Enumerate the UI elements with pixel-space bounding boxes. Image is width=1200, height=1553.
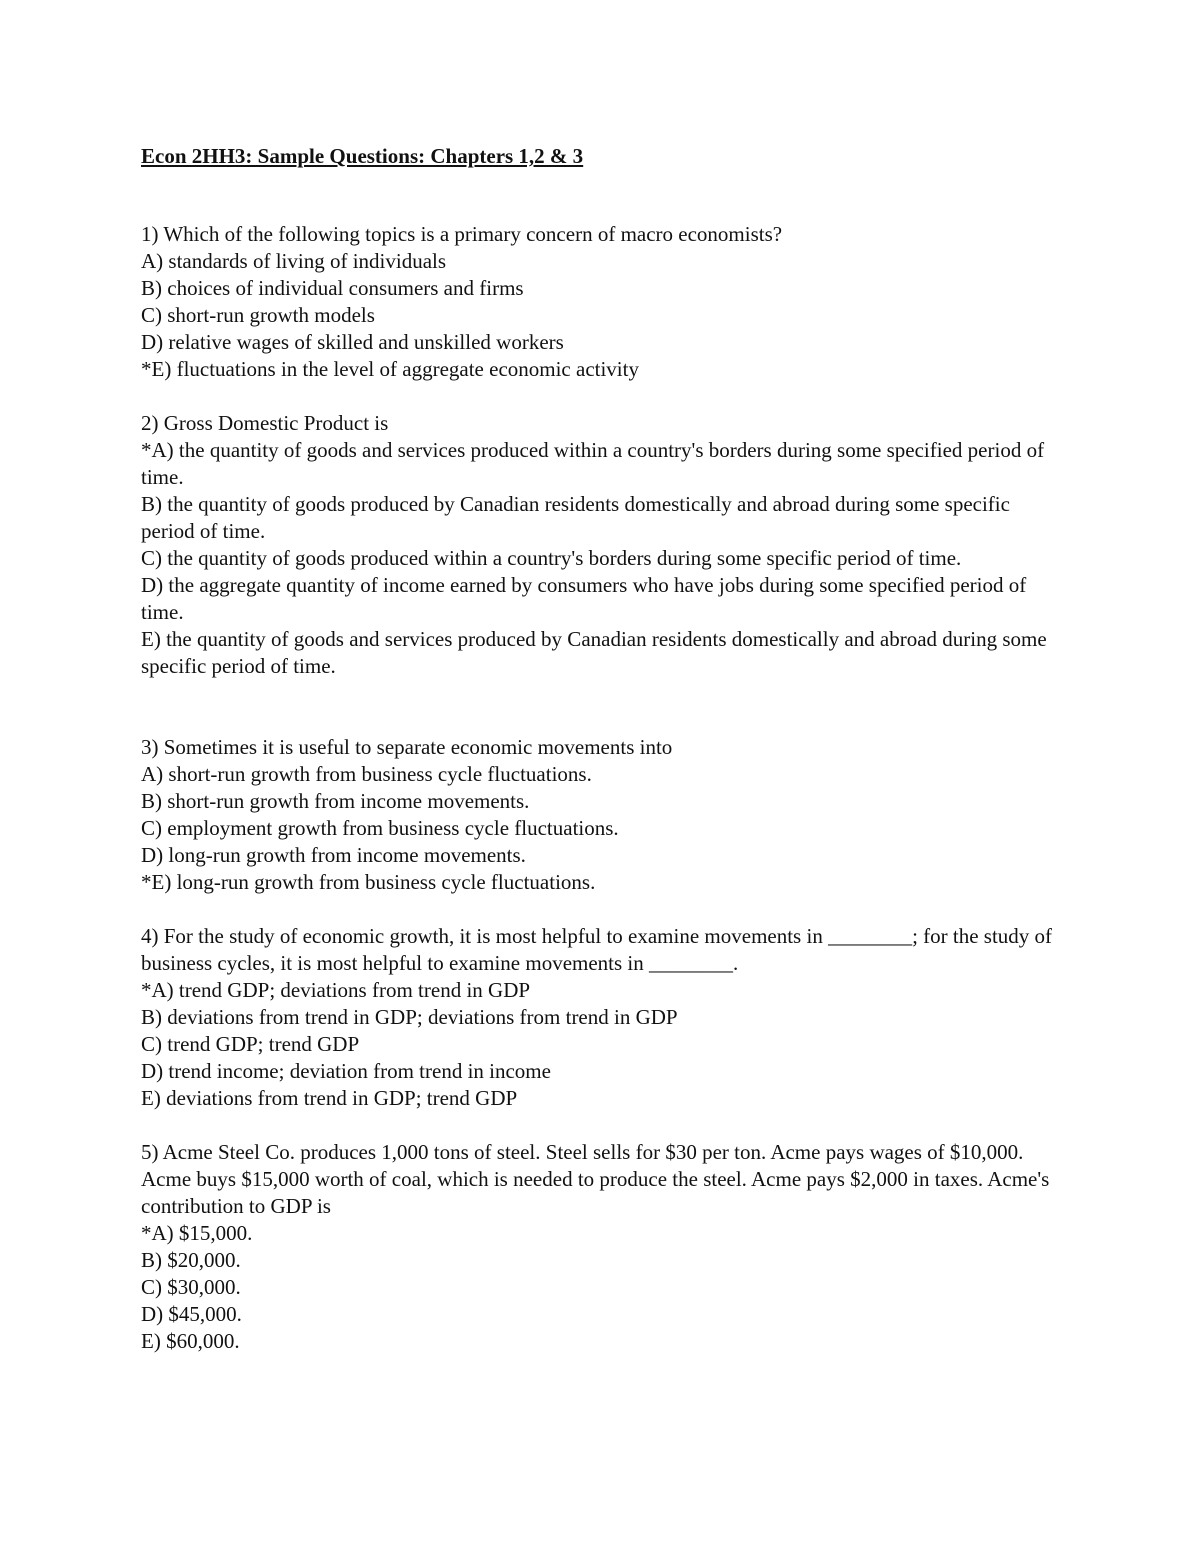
- document-content: [141, 143, 1061, 1355]
- answer-option: E) the quantity of goods and services produced by Canadian residents domestically and abroad during some specific period of time.: [141, 627, 1047, 678]
- answer-option: B) deviations from trend in GDP; deviations from trend in GDP: [141, 1005, 678, 1029]
- question-stem: 5) Acme Steel Co. produces 1,000 tons of steel. Steel sells for $30 per ton. Acme pays wages of $10,000. Acme buys $15,000 worth of coal, which is needed to produce the steel. Acme pays $2,000 in taxes. Acme's contribution to GDP is: [141, 1140, 1050, 1218]
- answer-option: D) trend income; deviation from trend in income: [141, 1059, 551, 1083]
- answer-option-correct: *E) fluctuations in the level of aggregate economic activity: [141, 357, 639, 381]
- answer-option: C) trend GDP; trend GDP: [141, 1032, 360, 1056]
- spacer: [141, 383, 1061, 410]
- question-5: [141, 1139, 1061, 1355]
- answer-option: E) deviations from trend in GDP; trend GDP: [141, 1086, 518, 1110]
- answer-option: C) employment growth from business cycle fluctuations.: [141, 816, 619, 840]
- answer-option-correct: *A) $15,000.: [141, 1221, 253, 1245]
- question-1: [141, 221, 1061, 383]
- answer-option-correct: *A) the quantity of goods and services produced within a country's borders during some specified period of time.: [141, 438, 1045, 489]
- document-title: Econ 2HH3: Sample Questions: Chapters 1,2 & 3: [141, 144, 584, 168]
- question-stem: 4) For the study of economic growth, it is most helpful to examine movements in ________; for the study of business cycles, it is most helpful to examine movements in ________.: [141, 924, 1053, 975]
- question-2: [141, 410, 1061, 680]
- answer-option: C) short-run growth models: [141, 303, 375, 327]
- answer-option: C) $30,000.: [141, 1275, 241, 1299]
- answer-option: D) the aggregate quantity of income earned by consumers who have jobs during some specified period of time.: [141, 573, 1027, 624]
- spacer: [141, 1112, 1061, 1139]
- answer-option: A) standards of living of individuals: [141, 249, 447, 273]
- answer-option: B) short-run growth from income movements.: [141, 789, 530, 813]
- answer-option: D) long-run growth from income movements.: [141, 843, 526, 867]
- question-4: [141, 923, 1061, 1112]
- spacer: [141, 680, 1061, 734]
- question-stem: 3) Sometimes it is useful to separate economic movements into: [141, 735, 673, 759]
- question-stem: 2) Gross Domestic Product is: [141, 411, 389, 435]
- question-stem: 1) Which of the following topics is a primary concern of macro economists?: [141, 222, 783, 246]
- answer-option: E) $60,000.: [141, 1329, 240, 1353]
- answer-option: B) choices of individual consumers and firms: [141, 276, 524, 300]
- spacer: [141, 896, 1061, 923]
- answer-option: A) short-run growth from business cycle fluctuations.: [141, 762, 592, 786]
- answer-option: C) the quantity of goods produced within a country's borders during some specific period of time.: [141, 546, 962, 570]
- answer-option: D) $45,000.: [141, 1302, 242, 1326]
- answer-option: B) the quantity of goods produced by Canadian residents domestically and abroad during some specific period of time.: [141, 492, 1010, 543]
- question-3: [141, 734, 1061, 896]
- answer-option-correct: *E) long-run growth from business cycle fluctuations.: [141, 870, 596, 894]
- answer-option: D) relative wages of skilled and unskilled workers: [141, 330, 564, 354]
- answer-option: B) $20,000.: [141, 1248, 241, 1272]
- answer-option-correct: *A) trend GDP; deviations from trend in GDP: [141, 978, 531, 1002]
